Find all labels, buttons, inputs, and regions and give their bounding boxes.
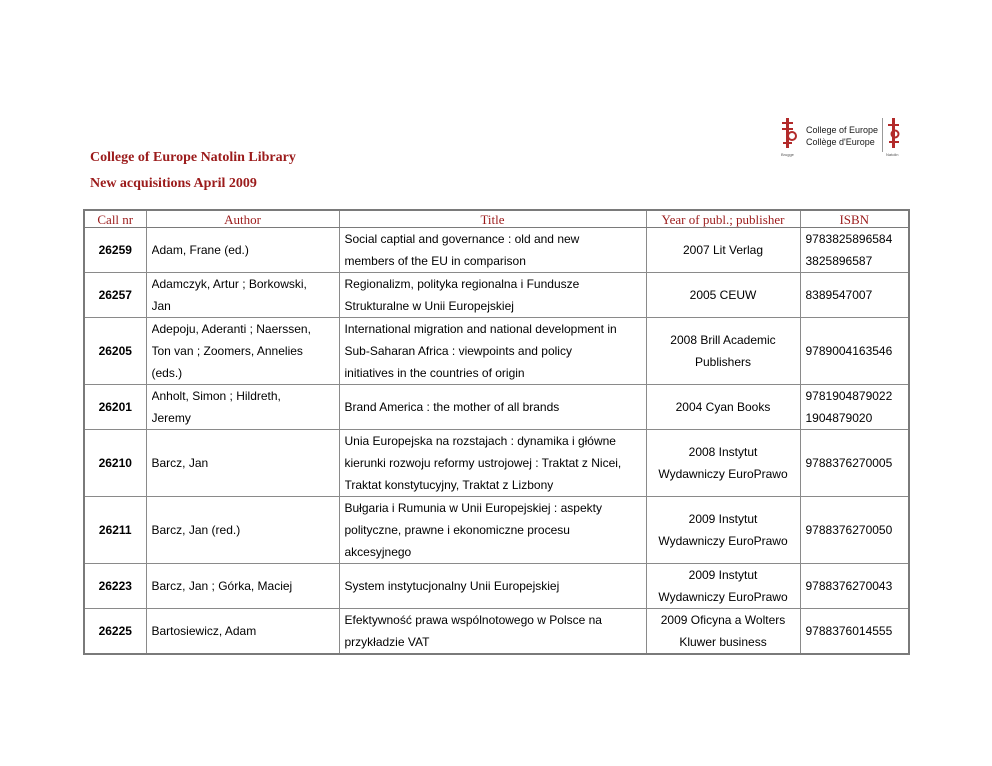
publisher-cell-line: 2009 Instytut xyxy=(688,512,758,526)
author-cell xyxy=(146,564,339,609)
isbn-cell xyxy=(800,385,909,430)
publisher-cell-line: Kluwer business xyxy=(679,635,767,649)
author-cell xyxy=(146,385,339,430)
title-cell xyxy=(339,564,646,609)
author-cell xyxy=(146,228,339,273)
isbn-cell-line: 9788376270043 xyxy=(805,579,893,593)
isbn-cell-line: 9788376014555 xyxy=(805,624,893,638)
title-cell-line: Social captial and governance : old and new xyxy=(344,232,580,246)
isbn-cell-line: 3825896587 xyxy=(805,254,873,268)
table-row xyxy=(84,564,909,609)
isbn-cell xyxy=(800,318,909,385)
publisher-cell xyxy=(646,228,800,273)
isbn-cell-line: 9781904879022 xyxy=(805,389,893,403)
table-row xyxy=(84,430,909,497)
isbn-cell-line: 9788376270005 xyxy=(805,456,893,470)
title-cell-line: Traktat konstytucyjny, Traktat z Lizbony xyxy=(344,478,554,492)
table-row xyxy=(84,497,909,564)
table-body xyxy=(84,228,909,655)
table-row xyxy=(84,228,909,273)
call-nr-cell: 26201 xyxy=(84,385,146,430)
title-cell-line: System instytucjonalny Unii Europejskiej xyxy=(344,579,560,593)
title-cell-line: Sub-Saharan Africa : viewpoints and policy xyxy=(344,344,572,358)
isbn-cell xyxy=(800,564,909,609)
author-cell-line: Barcz, Jan (red.) xyxy=(151,523,241,537)
call-nr-cell: 26225 xyxy=(84,609,146,655)
title-cell xyxy=(339,609,646,655)
title-cell-line: Bułgaria i Rumunia w Unii Europejskiej : aspekty xyxy=(344,501,602,515)
author-cell-line: Anholt, Simon ; Hildreth, xyxy=(151,389,281,403)
publisher-cell-line: 2009 Oficyna a Wolters xyxy=(660,613,786,627)
title-cell xyxy=(339,430,646,497)
publisher-cell xyxy=(646,385,800,430)
author-cell-line: Barcz, Jan ; Górka, Maciej xyxy=(151,579,293,593)
author-cell xyxy=(146,273,339,318)
call-nr-cell: 26259 xyxy=(84,228,146,273)
isbn-cell-line: 9788376270050 xyxy=(805,523,893,537)
publisher-cell-line: 2008 Instytut xyxy=(688,445,758,459)
title-cell-line: kierunki rozwoju reformy ustrojowej : Traktat z Nicei, xyxy=(344,456,622,470)
author-cell-line: Bartosiewicz, Adam xyxy=(151,624,257,638)
logo-line-english: College of Europe xyxy=(806,125,879,135)
author-cell-line: (eds.) xyxy=(151,366,183,380)
title-cell xyxy=(339,228,646,273)
title-cell-line: Regionalizm, polityka regionalna i Fundusze xyxy=(344,277,580,291)
publisher-cell xyxy=(646,273,800,318)
title-cell-line: initiatives in the countries of origin xyxy=(344,366,525,380)
call-nr-cell: 26210 xyxy=(84,430,146,497)
publisher-cell-line: 2004 Cyan Books xyxy=(675,400,771,414)
author-cell-line: Adepoju, Aderanti ; Naerssen, xyxy=(151,322,311,336)
title-cell-line: przykładzie VAT xyxy=(344,635,430,649)
author-cell-line: Jeremy xyxy=(151,411,191,425)
table-header-row xyxy=(84,210,909,228)
call-nr-cell: 26257 xyxy=(84,273,146,318)
isbn-cell-line: 9783825896584 xyxy=(805,232,893,246)
title-cell xyxy=(339,385,646,430)
acquisitions-subtitle: New acquisitions April 2009 xyxy=(90,176,257,191)
column-header-title: Title xyxy=(339,210,646,228)
author-cell-line: Adam, Frane (ed.) xyxy=(151,243,249,257)
publisher-cell-line: Wydawniczy EuroPrawo xyxy=(658,590,788,604)
title-cell-line: members of the EU in comparison xyxy=(344,254,526,268)
publisher-cell xyxy=(646,430,800,497)
logo-caption-brugge: Brugge xyxy=(781,152,794,157)
library-title: College of Europe Natolin Library xyxy=(90,150,296,165)
college-of-europe-logo xyxy=(780,114,905,162)
title-cell-line: Efektywność prawa wspólnotowego w Polsce na xyxy=(344,613,602,627)
author-cell-line: Barcz, Jan xyxy=(151,456,209,470)
acquisitions-table xyxy=(83,209,910,655)
table-row xyxy=(84,273,909,318)
title-cell xyxy=(339,273,646,318)
publisher-cell-line: Publishers xyxy=(694,355,752,369)
title-cell-line: polityczne, prawne i ekonomiczne procesu xyxy=(344,523,570,537)
title-cell-line: Brand America : the mother of all brands xyxy=(344,400,560,414)
title-cell-line: Unia Europejska na rozstajach : dynamika i główne xyxy=(344,434,616,448)
table-row xyxy=(84,609,909,655)
author-cell xyxy=(146,430,339,497)
logo-caption-natolin: Natolin xyxy=(886,152,899,157)
author-cell-line: Jan xyxy=(151,299,171,313)
author-cell-line: Ton van ; Zoomers, Annelies xyxy=(151,344,303,358)
publisher-cell-line: 2008 Brill Academic xyxy=(670,333,776,347)
column-header-isbn: ISBN xyxy=(800,210,909,228)
isbn-cell xyxy=(800,497,909,564)
publisher-cell-line: Wydawniczy EuroPrawo xyxy=(658,534,788,548)
publisher-cell xyxy=(646,497,800,564)
isbn-cell xyxy=(800,273,909,318)
publisher-cell-line: Wydawniczy EuroPrawo xyxy=(658,467,788,481)
isbn-cell-line: 1904879020 xyxy=(805,411,873,425)
author-cell-line: Adamczyk, Artur ; Borkowski, xyxy=(151,277,307,291)
publisher-cell xyxy=(646,318,800,385)
isbn-cell-line: 9789004163546 xyxy=(805,344,893,358)
isbn-cell xyxy=(800,430,909,497)
column-header-call-nr: Call nr xyxy=(84,210,146,228)
title-cell-line: akcesyjnego xyxy=(344,545,412,559)
logo-line-french: Collège d'Europe xyxy=(806,137,875,147)
publisher-cell-line: 2007 Lit Verlag xyxy=(682,243,764,257)
title-cell xyxy=(339,318,646,385)
publisher-cell-line: 2009 Instytut xyxy=(688,568,758,582)
table-row xyxy=(84,385,909,430)
table-row xyxy=(84,318,909,385)
column-header-author: Author xyxy=(146,210,339,228)
title-cell-line: International migration and national development in xyxy=(344,322,617,336)
title-cell xyxy=(339,497,646,564)
author-cell xyxy=(146,609,339,655)
isbn-cell-line: 8389547007 xyxy=(805,288,873,302)
title-cell-line: Strukturalne w Unii Europejskiej xyxy=(344,299,514,313)
isbn-cell xyxy=(800,228,909,273)
call-nr-cell: 26223 xyxy=(84,564,146,609)
column-header-publisher: Year of publ.; publisher xyxy=(646,210,800,228)
call-nr-cell: 26211 xyxy=(84,497,146,564)
isbn-cell xyxy=(800,609,909,655)
publisher-cell xyxy=(646,609,800,655)
publisher-cell xyxy=(646,564,800,609)
publisher-cell-line: 2005 CEUW xyxy=(689,288,757,302)
author-cell xyxy=(146,318,339,385)
logo-text xyxy=(806,124,878,148)
author-cell xyxy=(146,497,339,564)
call-nr-cell: 26205 xyxy=(84,318,146,385)
